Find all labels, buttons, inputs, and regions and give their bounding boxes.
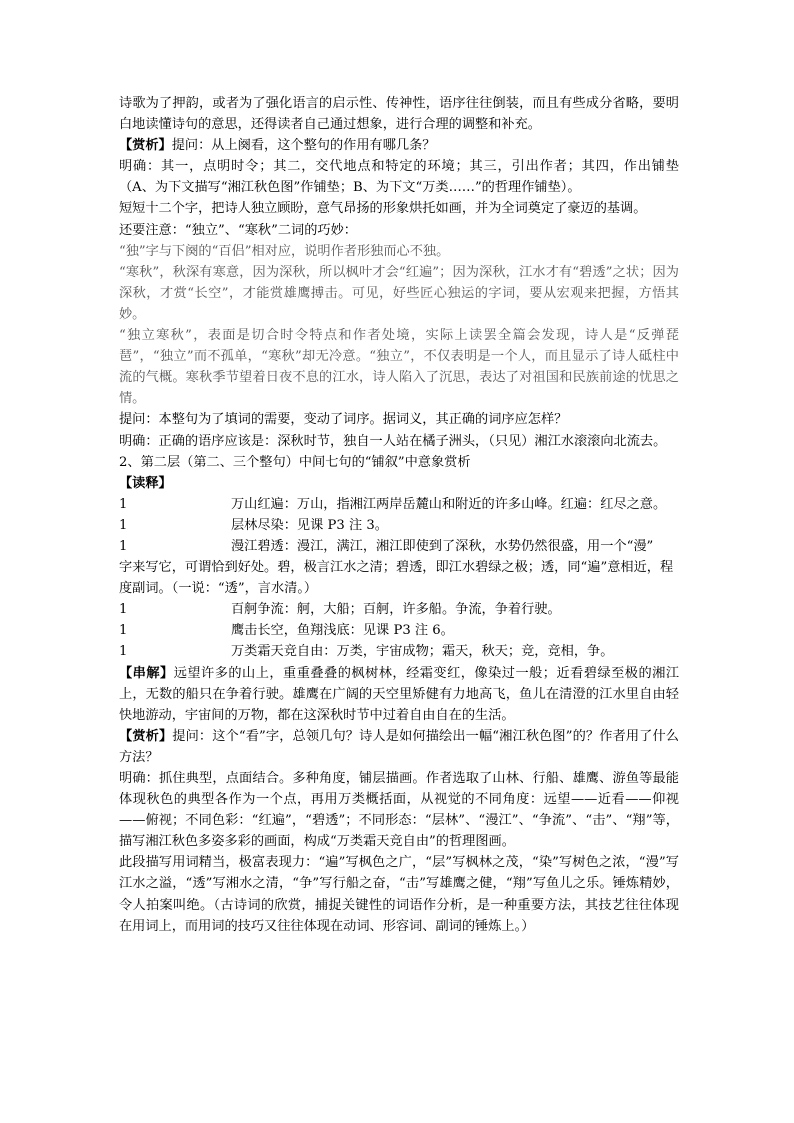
answer-3: 明确：抓住典型，点面结合。多种角度，铺层描画。作者选取了山林、行船、雄鹰、游鱼等最能体现秋色的典型各作为一个点，再用万类概括面，从视觉的不同角度：远望——近看——仰视——俯视；不同色彩：“红遍”，“碧透”；不同形态：“层林”、“漫江”、“争流”、“击”、“翔”等，描写湘江秋色多姿多彩的画面，构成“万类霜天竞自由”的哲理图画。 (119, 771, 679, 850)
reading-item: 1 层林尽染：见课 P3 注 3。 (119, 517, 388, 533)
chuanjie-label: 【串解】 (119, 665, 174, 681)
reading-item: 1 万类霜天竞自由：万类，宇宙成物；霜天，秋天；竞，竞相，争。 (119, 644, 614, 660)
question-text: 提问：从上阕看，这个整句的作用有哪几条？ (171, 138, 436, 154)
hanqiu-paragraph: “寒秋”，秋深有寒意，因为深秋，所以枫叶才会“红遍”；因为深秋，江水才有“碧透”之状；因为深秋，才赏“长空”，才能赏雄鹰搏击。可见，好些匠心独运的字词，要从宏观来把握，方悟其妙。 (119, 264, 679, 322)
closing-paragraph: 此段描写用词精当，极富表现力：“遍”写枫色之广，“层”写枫林之茂，“染”写树色之浓，“漫”写江水之溢，“透”写湘水之清，“争”写行船之奋，“击”写雄鹰之健，“翔”写鱼儿之乐。锤炼精妙，令人拍案叫绝。（古诗词的欣赏，捕捉关键性的词语作分析，是一种重要方法，其技艺往往体现在用词上，而用词的技巧又往往体现在动词、形容词、副词的锤炼上。） (119, 855, 679, 934)
reading-item: 1 百舸争流：舸，大船；百舸，许多船。争流，争着行驶。 (119, 602, 561, 618)
reading-item-continuation: 字来写它，可谓恰到好处。碧，极言江水之清；碧透，即江水碧绿之极；透，同“遍”意相近，程度副词。（一说：“透”，言水清。） (119, 560, 674, 597)
reading-item: 1 漫江碧透：漫江，满江，湘江即使到了深秋，水势仍然很盛，用一个“漫” (119, 538, 654, 554)
reading-item: 1 万山红遍：万山，指湘江两岸岳麓山和附近的许多山峰。红遍：红尽之意。 (119, 496, 667, 512)
reading-item: 1 鹰击长空，鱼翔浅底：见课 P3 注 6。 (119, 623, 454, 639)
appreciation-label: 【赏析】 (119, 138, 172, 154)
document-page (119, 93, 679, 937)
appreciation-label: 【赏析】 (119, 728, 173, 744)
dulihanqiu-paragraph: “独立寒秋”，表面是切合时令特点和作者处境，实际上读罢全篇会发现，诗人是“反弹琵琶”，“独立”而不孤单，“寒秋”却无冷意。“独立”，不仅表明是一个人，而且显示了诗人砥柱中流的气概。寒秋季节望着日夜不息的江水，诗人陷入了沉思，表达了对祖国和民族前途的忧思之情。 (119, 328, 679, 407)
section-heading: 2、第二层（第二、三个整句）中间七句的“铺叙”中意象赏析 (119, 454, 471, 470)
summary-paragraph: 短短十二个字，把诗人独立顾盼，意气昂扬的形象烘托如画，并为全词奠定了豪迈的基调。 (119, 201, 647, 217)
note-paragraph: 还要注意：“独立”、“寒秋”二词的巧妙： (119, 222, 357, 238)
reading-label: 【读释】 (119, 475, 172, 491)
du-paragraph: “独”字与下阕的“百侣”相对应，说明作者形独而心不独。 (119, 243, 450, 259)
chuanjie-paragraph: 【串解】远望许多的山上，重重叠叠的枫树林，经霜变红，像染过一般；近看碧绿至极的湘江上，无数的船只在争着行驶。雄鹰在广阔的天空里矫健有力地高飞，鱼儿在清澄的江水里自由轻快地游动，宇宙间的万物，都在这深秋时节中过着自由自在的生活。 (119, 665, 680, 723)
appreciation-question-2: 【赏析】提问：这个“看”字，总领几句？诗人是如何描绘出一幅“湘江秋色图”的？作者用了什么方法？ (119, 728, 679, 765)
intro-paragraph: 诗歌为了押韵，或者为了强化语言的启示性、传神性，语序往往倒装，而且有些成分省略，要明白地读懂诗句的意思，还得读者自己通过想象，进行合理的调整和补充。 (119, 96, 679, 133)
appreciation-question-1 (119, 135, 679, 156)
answer-1: 明确：其一，点明时令；其二，交代地点和特定的环境；其三，引出作者；其四，作出铺垫（A、为下文描写“湘江秋色图”作铺垫；B、为下文“万类……”的哲理作铺垫）。 (119, 159, 679, 196)
question-2: 提问：本整句为了填词的需要，变动了词序。据词义，其正确的词序应怎样？ (119, 412, 568, 428)
answer-2: 明确：正确的语序应该是：深秋时节，独自一人站在橘子洲头，（只见）湘江水滚滚向北流去。 (119, 433, 667, 449)
